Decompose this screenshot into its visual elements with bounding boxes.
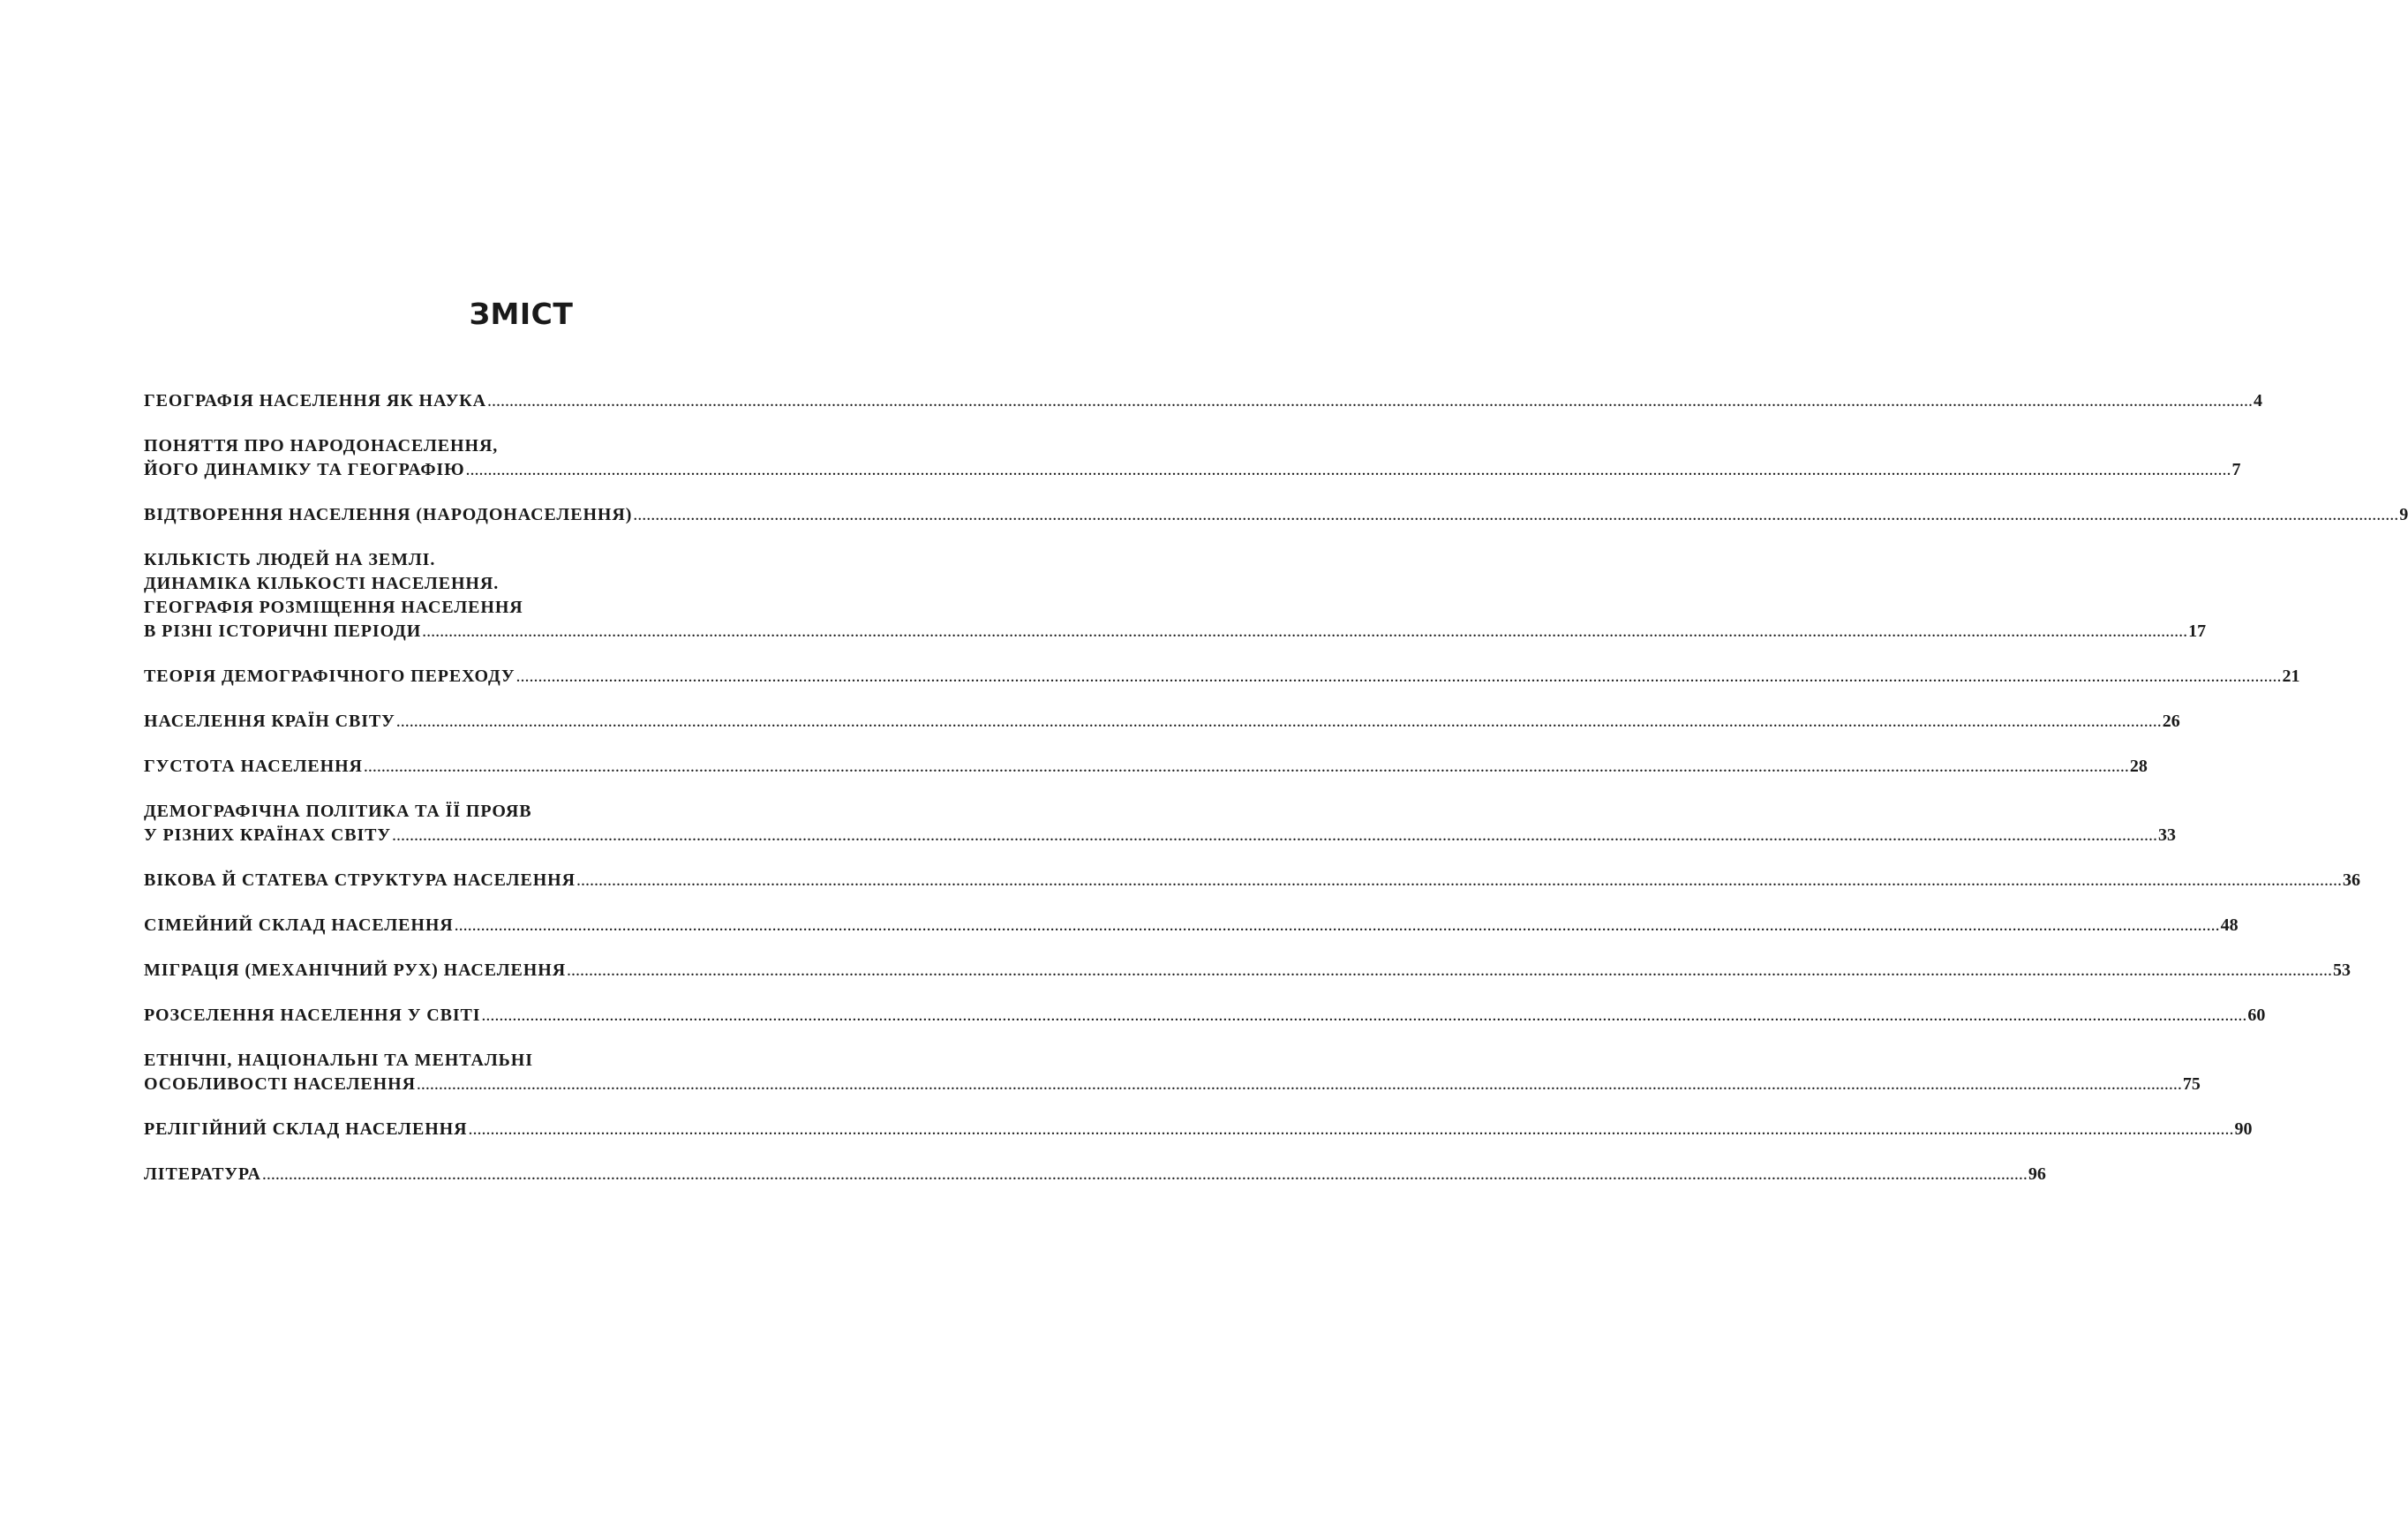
toc-entry[interactable] [144, 1004, 2266, 1028]
toc-page-number: 33 [2158, 825, 2177, 845]
toc-page-number: 7 [2231, 460, 2241, 479]
toc-entry-row [144, 869, 2360, 893]
toc-entry-title-line: РЕЛІГІЙНИЙ СКЛАД НАСЕЛЕННЯ [144, 1119, 468, 1139]
toc-entry-row [144, 503, 2408, 527]
toc-entry-row [144, 665, 2300, 689]
toc-entry-row [144, 1004, 2266, 1028]
dot-leader: ................................................................................................................................................................................................................................................................................................................................................................................................................ [486, 391, 2253, 410]
dot-leader: ................................................................................................................................................................................................................................................................................................................................................................................................................ [468, 1119, 2234, 1139]
dot-leader: ................................................................................................................................................................................................................................................................................................................................................................................................................ [363, 757, 2129, 776]
toc-entry-title-line: ОСОБЛИВОСТІ НАСЕЛЕННЯ [144, 1074, 416, 1094]
toc-entry-title-line: ЙОГО ДИНАМІКУ ТА ГЕОГРАФІЮ [144, 460, 465, 479]
toc-entry-row [144, 620, 2207, 644]
dot-leader: ................................................................................................................................................................................................................................................................................................................................................................................................................ [422, 621, 2188, 641]
toc-entry-row [144, 1073, 2201, 1096]
toc-entry-title-line: МІГРАЦІЯ (МЕХАНІЧНИЙ РУХ) НАСЕЛЕННЯ [144, 960, 567, 980]
toc-page-number: 21 [2282, 667, 2300, 686]
toc-entry-row [144, 1118, 2253, 1141]
toc-entry-title-line: В РІЗНІ ІСТОРИЧНІ ПЕРІОДИ [144, 621, 422, 641]
dot-leader: ................................................................................................................................................................................................................................................................................................................................................................................................................ [465, 460, 2231, 479]
dot-leader: ................................................................................................................................................................................................................................................................................................................................................................................................................ [567, 960, 2333, 980]
page-title: ЗМІСТ [469, 297, 574, 331]
dot-leader: ................................................................................................................................................................................................................................................................................................................................................................................................................ [395, 712, 2162, 731]
toc-page-number: 60 [2247, 1006, 2266, 1025]
toc-page-number: 96 [2028, 1164, 2046, 1184]
toc-entry[interactable] [144, 1163, 2046, 1186]
toc-entry[interactable] [144, 800, 2177, 847]
toc-entry[interactable] [144, 389, 2262, 413]
toc-page-number: 4 [2253, 391, 2262, 410]
table-of-contents [144, 389, 2408, 1208]
toc-entry[interactable] [144, 869, 2360, 893]
toc-entry-title-line: СІМЕЙНИЙ СКЛАД НАСЕЛЕННЯ [144, 915, 454, 935]
toc-entry-row [144, 824, 2177, 847]
toc-entry-title-line: ТЕОРІЯ ДЕМОГРАФІЧНОГО ПЕРЕХОДУ [144, 667, 515, 686]
toc-entry-title-line: ГЕОГРАФІЯ НАСЕЛЕННЯ ЯК НАУКА [144, 391, 486, 410]
toc-entry-title-line: ДЕМОГРАФІЧНА ПОЛІТИКА ТА ЇЇ ПРОЯВ [144, 802, 532, 821]
toc-entry-row [144, 914, 2239, 938]
toc-entry-row [144, 755, 2148, 779]
toc-entry[interactable] [144, 548, 2207, 644]
toc-entry-title-line: ЛІТЕРАТУРА [144, 1164, 261, 1184]
toc-page-number: 75 [2182, 1074, 2201, 1094]
dot-leader: ................................................................................................................................................................................................................................................................................................................................................................................................................ [261, 1164, 2028, 1184]
toc-entry[interactable] [144, 665, 2300, 689]
toc-entry[interactable] [144, 959, 2352, 983]
toc-page-number: 90 [2234, 1119, 2253, 1139]
toc-entry-title-line: ЕТНІЧНІ, НАЦІОНАЛЬНІ ТА МЕНТАЛЬНІ [144, 1051, 533, 1070]
toc-entry-title-line: НАСЕЛЕННЯ КРАЇН СВІТУ [144, 712, 395, 731]
toc-page-number: 26 [2162, 712, 2180, 731]
toc-entry-row [144, 458, 2241, 482]
toc-page-number: 53 [2333, 960, 2352, 980]
toc-entry-title-line: ГУСТОТА НАСЕЛЕННЯ [144, 757, 363, 776]
dot-leader: ................................................................................................................................................................................................................................................................................................................................................................................................................ [576, 870, 2342, 890]
toc-entry[interactable] [144, 755, 2148, 779]
toc-entry[interactable] [144, 503, 2408, 527]
toc-page-number: 28 [2129, 757, 2148, 776]
toc-entry-title-line: ГЕОГРАФІЯ РОЗМІЩЕННЯ НАСЕЛЕННЯ [144, 598, 523, 617]
toc-entry[interactable] [144, 1049, 2201, 1096]
toc-page-number: 17 [2188, 621, 2207, 641]
toc-entry-title-line: РОЗСЕЛЕННЯ НАСЕЛЕННЯ У СВІТІ [144, 1006, 481, 1025]
toc-entry[interactable] [144, 914, 2239, 938]
dot-leader: ................................................................................................................................................................................................................................................................................................................................................................................................................ [515, 667, 2282, 686]
toc-entry-title-line: ПОНЯТТЯ ПРО НАРОДОНАСЕЛЕННЯ, [144, 436, 499, 456]
toc-entry-title-line: У РІЗНИХ КРАЇНАХ СВІТУ [144, 825, 392, 845]
dot-leader: ................................................................................................................................................................................................................................................................................................................................................................................................................ [454, 915, 2220, 935]
toc-entry-title-line: КІЛЬКІСТЬ ЛЮДЕЙ НА ЗЕМЛІ. [144, 550, 436, 569]
toc-page-number: 48 [2220, 915, 2239, 935]
toc-entry[interactable] [144, 710, 2180, 734]
toc-entry-row [144, 710, 2180, 734]
toc-entry-title-line: ВІДТВОРЕННЯ НАСЕЛЕННЯ (НАРОДОНАСЕЛЕННЯ) [144, 505, 633, 524]
dot-leader: ................................................................................................................................................................................................................................................................................................................................................................................................................ [633, 505, 2399, 524]
dot-leader: ................................................................................................................................................................................................................................................................................................................................................................................................................ [481, 1006, 2247, 1025]
dot-leader: ................................................................................................................................................................................................................................................................................................................................................................................................................ [392, 825, 2158, 845]
toc-entry-row [144, 959, 2352, 983]
toc-page-number: 9 [2399, 505, 2408, 524]
toc-entry-row [144, 1163, 2046, 1186]
toc-entry-row [144, 389, 2262, 413]
toc-entry[interactable] [144, 1118, 2253, 1141]
toc-entry-title-line: ДИНАМІКА КІЛЬКОСТІ НАСЕЛЕННЯ. [144, 574, 500, 593]
toc-entry-title-line: ВІКОВА Й СТАТЕВА СТРУКТУРА НАСЕЛЕННЯ [144, 870, 576, 890]
toc-page-number: 36 [2342, 870, 2360, 890]
dot-leader: ................................................................................................................................................................................................................................................................................................................................................................................................................ [416, 1074, 2182, 1094]
toc-entry[interactable] [144, 434, 2241, 482]
